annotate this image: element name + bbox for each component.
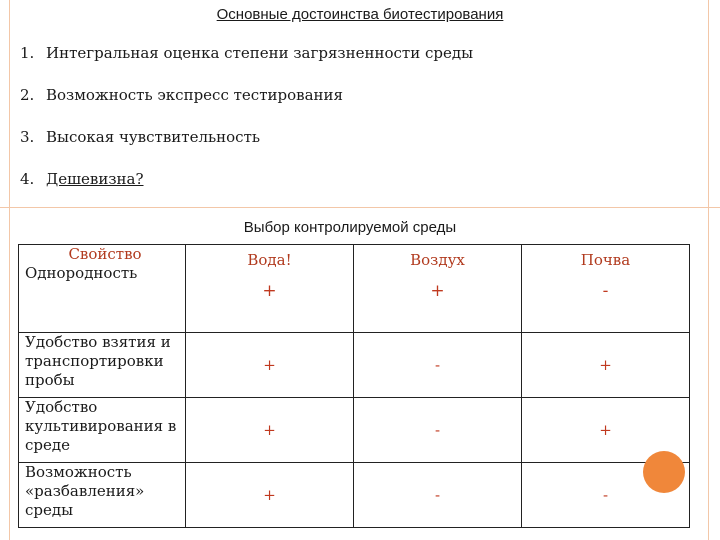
cell-value: + [522, 398, 690, 463]
advantages-list [20, 44, 473, 212]
list-item: 3. Высокая чувствительность [20, 128, 261, 146]
table-cell [354, 245, 522, 333]
list-item: 1. Интегральная оценка степени загрязненности среды [20, 44, 474, 62]
cell-value: + [262, 281, 277, 301]
list-item: 2. Возможность экспресс тестирования [20, 86, 343, 104]
cell-value: - [602, 281, 609, 301]
table-header-air: Воздух [410, 251, 465, 269]
cell-value: + [186, 333, 354, 398]
table-cell [19, 245, 186, 333]
table-row [19, 333, 690, 398]
table-header-water: Вода! [247, 251, 292, 269]
cell-value: - [354, 463, 522, 528]
comparison-table [18, 244, 690, 528]
table-cell [522, 245, 690, 333]
property-label: Возможность «разбавления» среды [19, 463, 186, 528]
page-title: Основные достоинства биотестирования [216, 6, 504, 23]
frame-left-line [9, 0, 10, 540]
cell-value: + [186, 463, 354, 528]
table-row [19, 245, 690, 333]
property-label: Однородность [25, 264, 138, 282]
cell-value: + [186, 398, 354, 463]
cell-value: + [430, 281, 445, 301]
property-label: Удобство взятия и транспортировки пробы [19, 333, 186, 398]
list-item: 4. Дешевизна? [20, 170, 144, 188]
section-subtitle: Выбор контролируемой среды [243, 219, 457, 236]
property-label: Удобство культивирования в среде [19, 398, 186, 463]
decorative-orange-dot [643, 451, 685, 493]
cell-value: - [354, 398, 522, 463]
table-cell [186, 245, 354, 333]
table-header-soil: Почва [580, 251, 631, 269]
table-header-property: Свойство [68, 245, 142, 263]
cell-value: + [522, 333, 690, 398]
cell-value: - [522, 463, 690, 528]
table-row [19, 463, 690, 528]
table-row [19, 398, 690, 463]
cell-value: - [354, 333, 522, 398]
frame-right-line [708, 0, 709, 540]
